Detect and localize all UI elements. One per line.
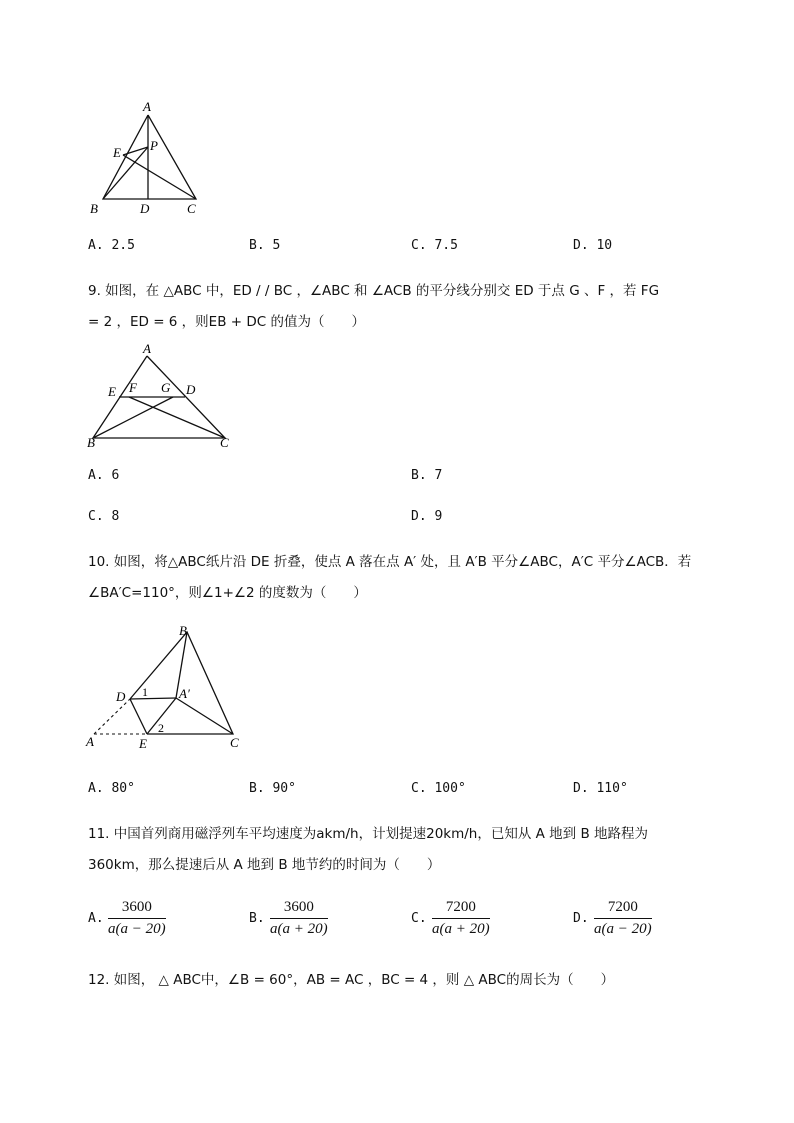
q10-figure xyxy=(80,620,250,755)
q11-option-d-numerator: 7200 xyxy=(594,899,652,919)
q12-stem-line-1: 12. 如图， △ ABC中，∠B = 60°，AB = AC ，BC = 4 ，则 △ ABC的周长为（ ） xyxy=(88,972,615,988)
q11-option-a-numerator: 3600 xyxy=(108,899,166,919)
q8-label-e: E xyxy=(113,145,121,160)
q10-option-c[interactable]: C. 100° xyxy=(411,781,466,796)
q9-label-c: C xyxy=(220,435,229,450)
q9-option-d[interactable]: D. 9 xyxy=(411,509,443,524)
q8-figure xyxy=(85,95,215,220)
q9-label-d: D xyxy=(186,382,196,397)
q8-option-d[interactable]: D. 10 xyxy=(573,238,613,253)
q11-option-d-fraction[interactable] xyxy=(594,899,652,938)
q9-option-b[interactable]: B. 7 xyxy=(411,468,443,483)
q11-option-a-letter[interactable]: A. xyxy=(88,911,104,926)
q8-segment-ec xyxy=(123,155,196,199)
q9-stem-line-2: = 2 ，ED = 6 ，则EB + DC 的值为（ ） xyxy=(88,314,365,330)
q10-label-a-prime: A′ xyxy=(179,686,190,701)
q10-stem-line-1: 10. 如图，将△ABC纸片沿 DE 折叠，使点 A 落在点 A′ 处，且 A′B 平分∠ABC，A′C 平分∠ACB．若 xyxy=(88,554,692,570)
q11-stem-line-1: 11. 中国首列商用磁浮列车平均速度为akm/h，计划提速20km/h，已知从 A 地到 B 地路程为 xyxy=(88,826,649,842)
q11-option-d-letter[interactable]: D. xyxy=(573,911,589,926)
q9-label-a: A xyxy=(143,341,151,356)
q9-stem-line-1: 9. 如图，在 △ABC 中，ED / / BC ，∠ABC 和 ∠ACB 的平分线分别交 ED 于点 G 、F ，若 FG xyxy=(88,283,660,299)
q9-label-f: F xyxy=(129,380,137,395)
q10-folded-triangle xyxy=(130,632,233,734)
q11-option-a-fraction[interactable] xyxy=(108,899,166,938)
q9-label-e: E xyxy=(108,384,116,399)
q10-label-a: A xyxy=(86,734,94,749)
q11-option-c-fraction[interactable] xyxy=(432,899,490,938)
q10-label-b: B xyxy=(179,623,187,638)
q10-option-b[interactable]: B. 90° xyxy=(249,781,296,796)
q11-option-c-denominator: a(a + 20) xyxy=(432,921,490,937)
q8-label-a: A xyxy=(143,99,151,114)
q11-option-c-letter[interactable]: C. xyxy=(411,911,427,926)
q10-segment-da2 xyxy=(130,698,176,699)
q9-option-c[interactable]: C. 8 xyxy=(88,509,120,524)
q10-label-two: 2 xyxy=(158,721,164,735)
q10-label-c: C xyxy=(230,735,239,750)
q10-option-d[interactable]: D. 110° xyxy=(573,781,628,796)
q11-option-b-letter[interactable]: B. xyxy=(249,911,265,926)
q9-option-a[interactable]: A. 6 xyxy=(88,468,120,483)
q8-option-c[interactable]: C. 7.5 xyxy=(411,238,458,253)
q10-stem-line-2: ∠BA′C=110°，则∠1+∠2 的度数为（ ） xyxy=(88,585,367,601)
q8-label-c: C xyxy=(187,201,196,216)
q9-segment-bg xyxy=(93,397,173,438)
q8-label-d: D xyxy=(140,201,150,216)
q10-dashed-ad xyxy=(94,699,130,734)
q11-stem-line-2: 360km，那么提速后从 A 地到 B 地节约的时间为（ ） xyxy=(88,857,441,873)
q9-label-b: B xyxy=(87,435,95,450)
q8-label-b: B xyxy=(90,201,98,216)
q11-option-b-denominator: a(a + 20) xyxy=(270,921,328,937)
q11-option-b-fraction[interactable] xyxy=(270,899,328,938)
q11-option-b-numerator: 3600 xyxy=(270,899,328,919)
q10-label-d: D xyxy=(116,689,126,704)
q9-segment-cf xyxy=(129,397,225,438)
q10-option-a[interactable]: A. 80° xyxy=(88,781,135,796)
q11-option-a-denominator: a(a − 20) xyxy=(108,921,166,937)
q11-option-d-denominator: a(a − 20) xyxy=(594,921,652,937)
q10-label-e: E xyxy=(139,736,147,751)
q8-label-p: P xyxy=(150,138,158,153)
q9-figure xyxy=(85,340,240,450)
q11-option-c-numerator: 7200 xyxy=(432,899,490,919)
q8-option-a[interactable]: A. 2.5 xyxy=(88,238,135,253)
q10-crease-de xyxy=(130,699,147,734)
q8-option-b[interactable]: B. 5 xyxy=(249,238,281,253)
q10-label-one: 1 xyxy=(142,685,148,699)
q9-label-g: G xyxy=(161,380,171,395)
